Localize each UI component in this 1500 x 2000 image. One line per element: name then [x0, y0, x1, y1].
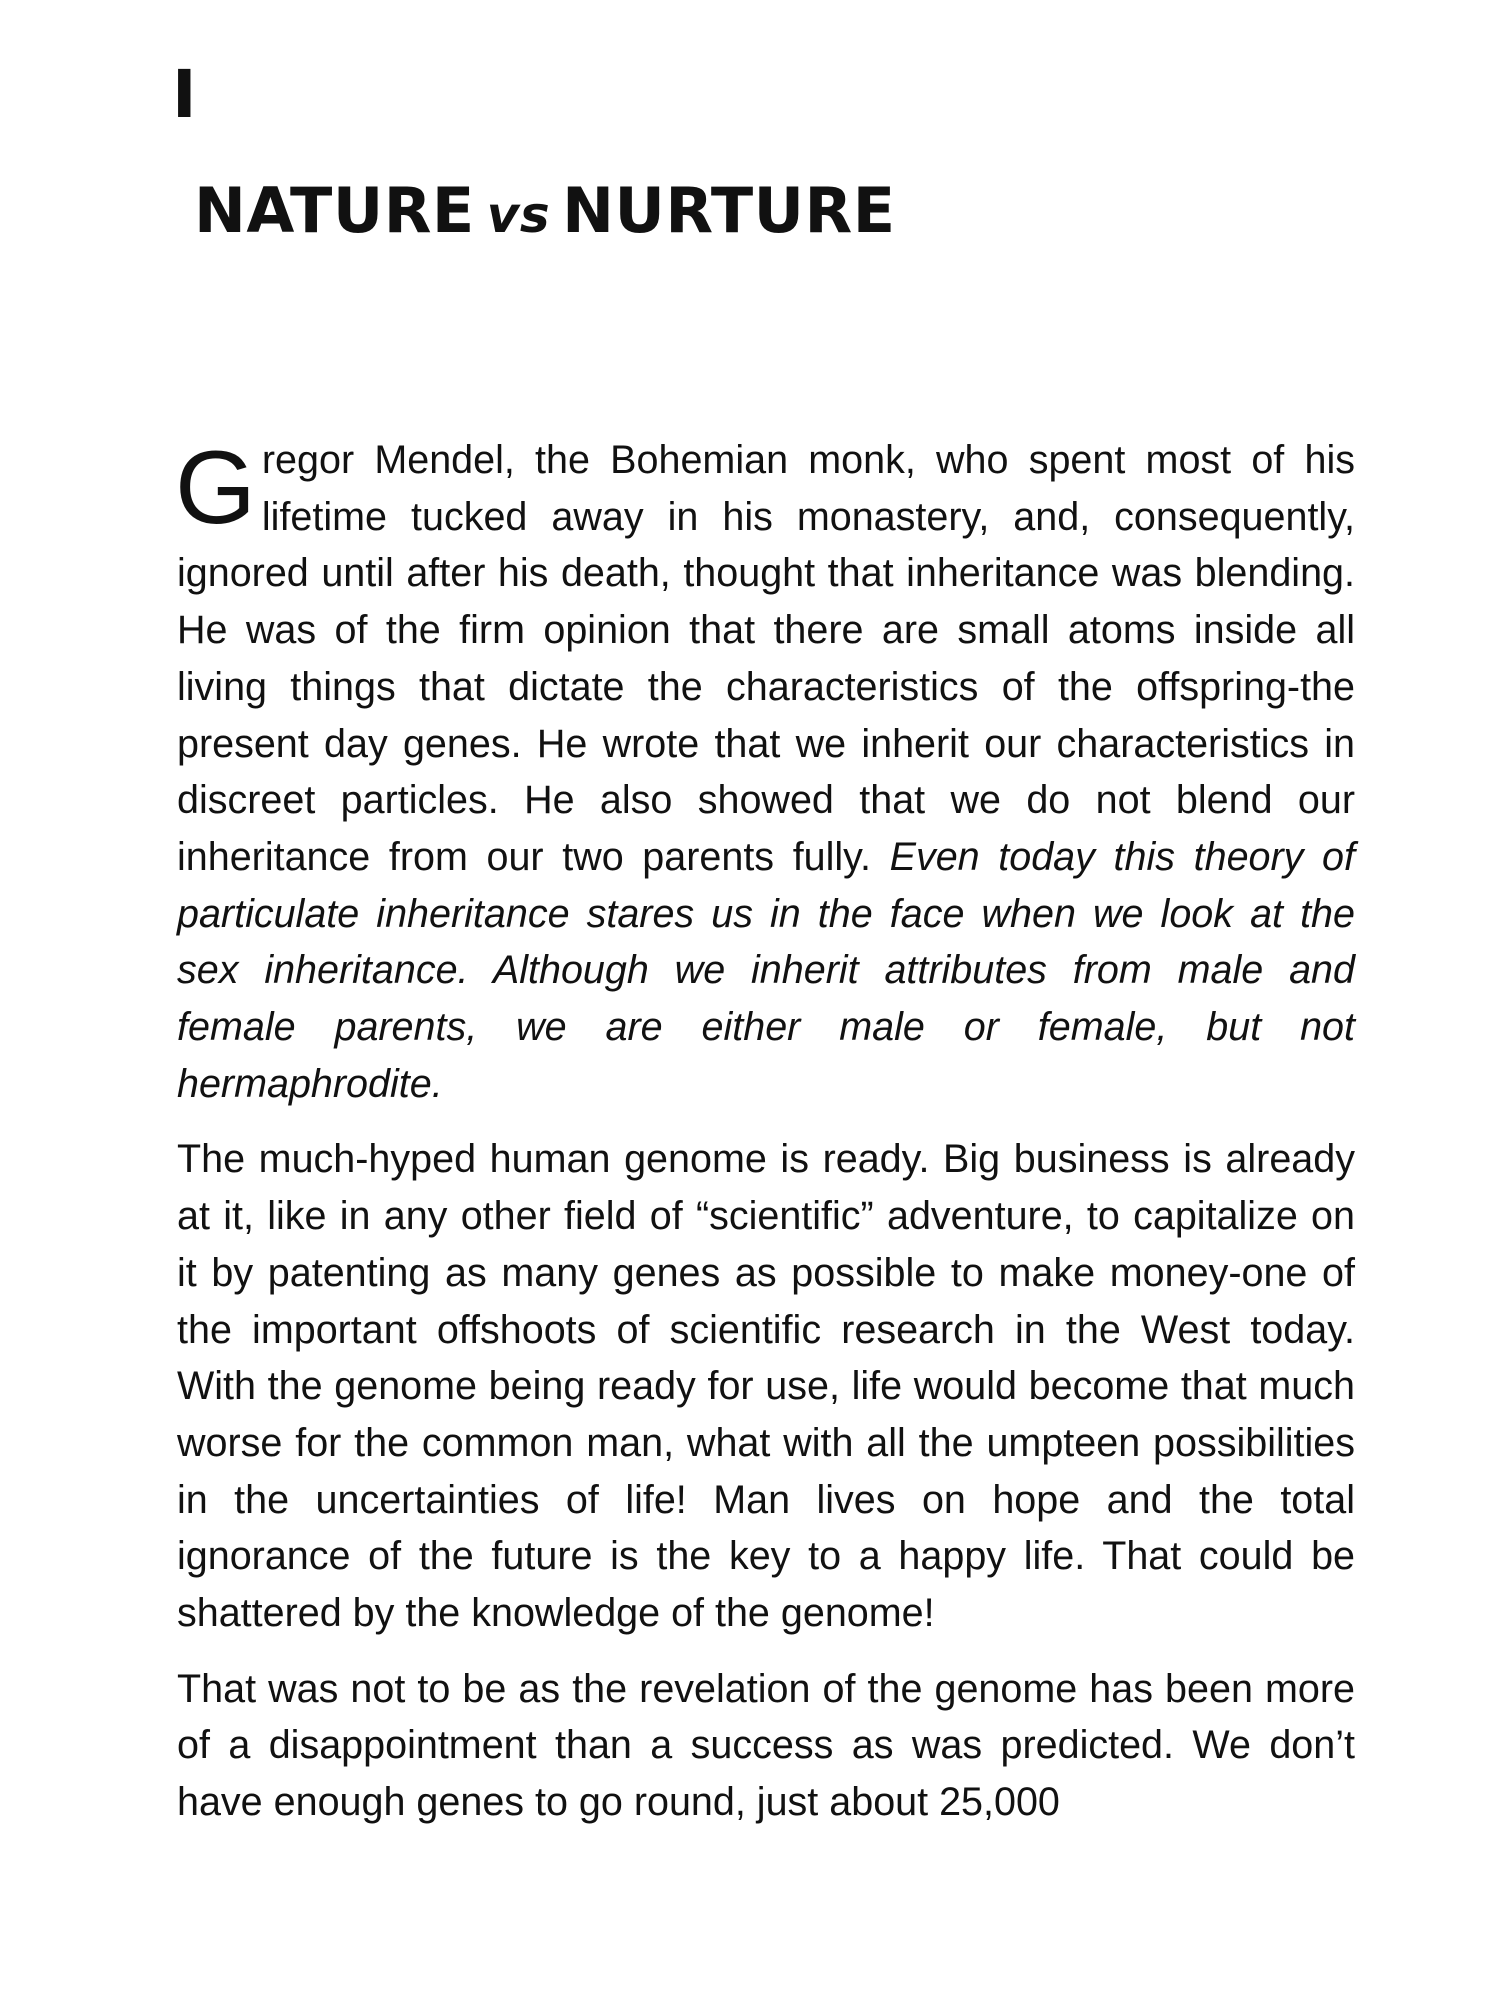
- chapter-title-nature: NATURE: [194, 174, 475, 247]
- chapter-number: I: [172, 56, 197, 133]
- paragraph-1: [177, 432, 1355, 1112]
- chapter-title-vs: vs: [486, 186, 551, 244]
- drop-cap: G: [175, 430, 256, 546]
- paragraph-1-italic-text: Even today this theory of particulate inheritance stares us in the face when we look at the sex inheritance. Although we inherit attributes from male and female parents, we are either male or female, but not hermaphrodite.: [177, 834, 1355, 1106]
- chapter-title: [194, 174, 896, 247]
- paragraph-3: That was not to be as the revelation of the genome has been more of a disappointment than a success as was predicted. We don’t have enough genes to go round, just about 25,000: [177, 1666, 1355, 1825]
- paragraph-2: The much-hyped human genome is ready. Big business is already at it, like in any other field of “scientific” adventure, to capitalize on it by patenting as many genes as possible to make money-one of the important offshoots of scientific research in the West today. With the genome being ready for use, life would become that much worse for the common man, what with all the umpteen possibilities in the uncertainties of life! Man lives on hope and the total ignorance of the future is the key to a happy life. That could be shattered by the knowledge of the genome!: [177, 1137, 1355, 1636]
- paragraph-1-text: regor Mendel, the Bohemian monk, who spent most of his lifetime tucked away in his monastery, and, consequently, ignored until after his death, thought that inheritance was blending. He was of the firm opinion that there are small atoms inside all living things that dictate the characteristics of the offspring-the present day genes. He wrote that we inherit our characteristics in discreet particles. He also showed that we do not blend our inheritance from our two parents fully.: [177, 438, 1355, 879]
- chapter-title-nurture: NURTURE: [562, 174, 896, 247]
- chapter-body: [177, 432, 1355, 1850]
